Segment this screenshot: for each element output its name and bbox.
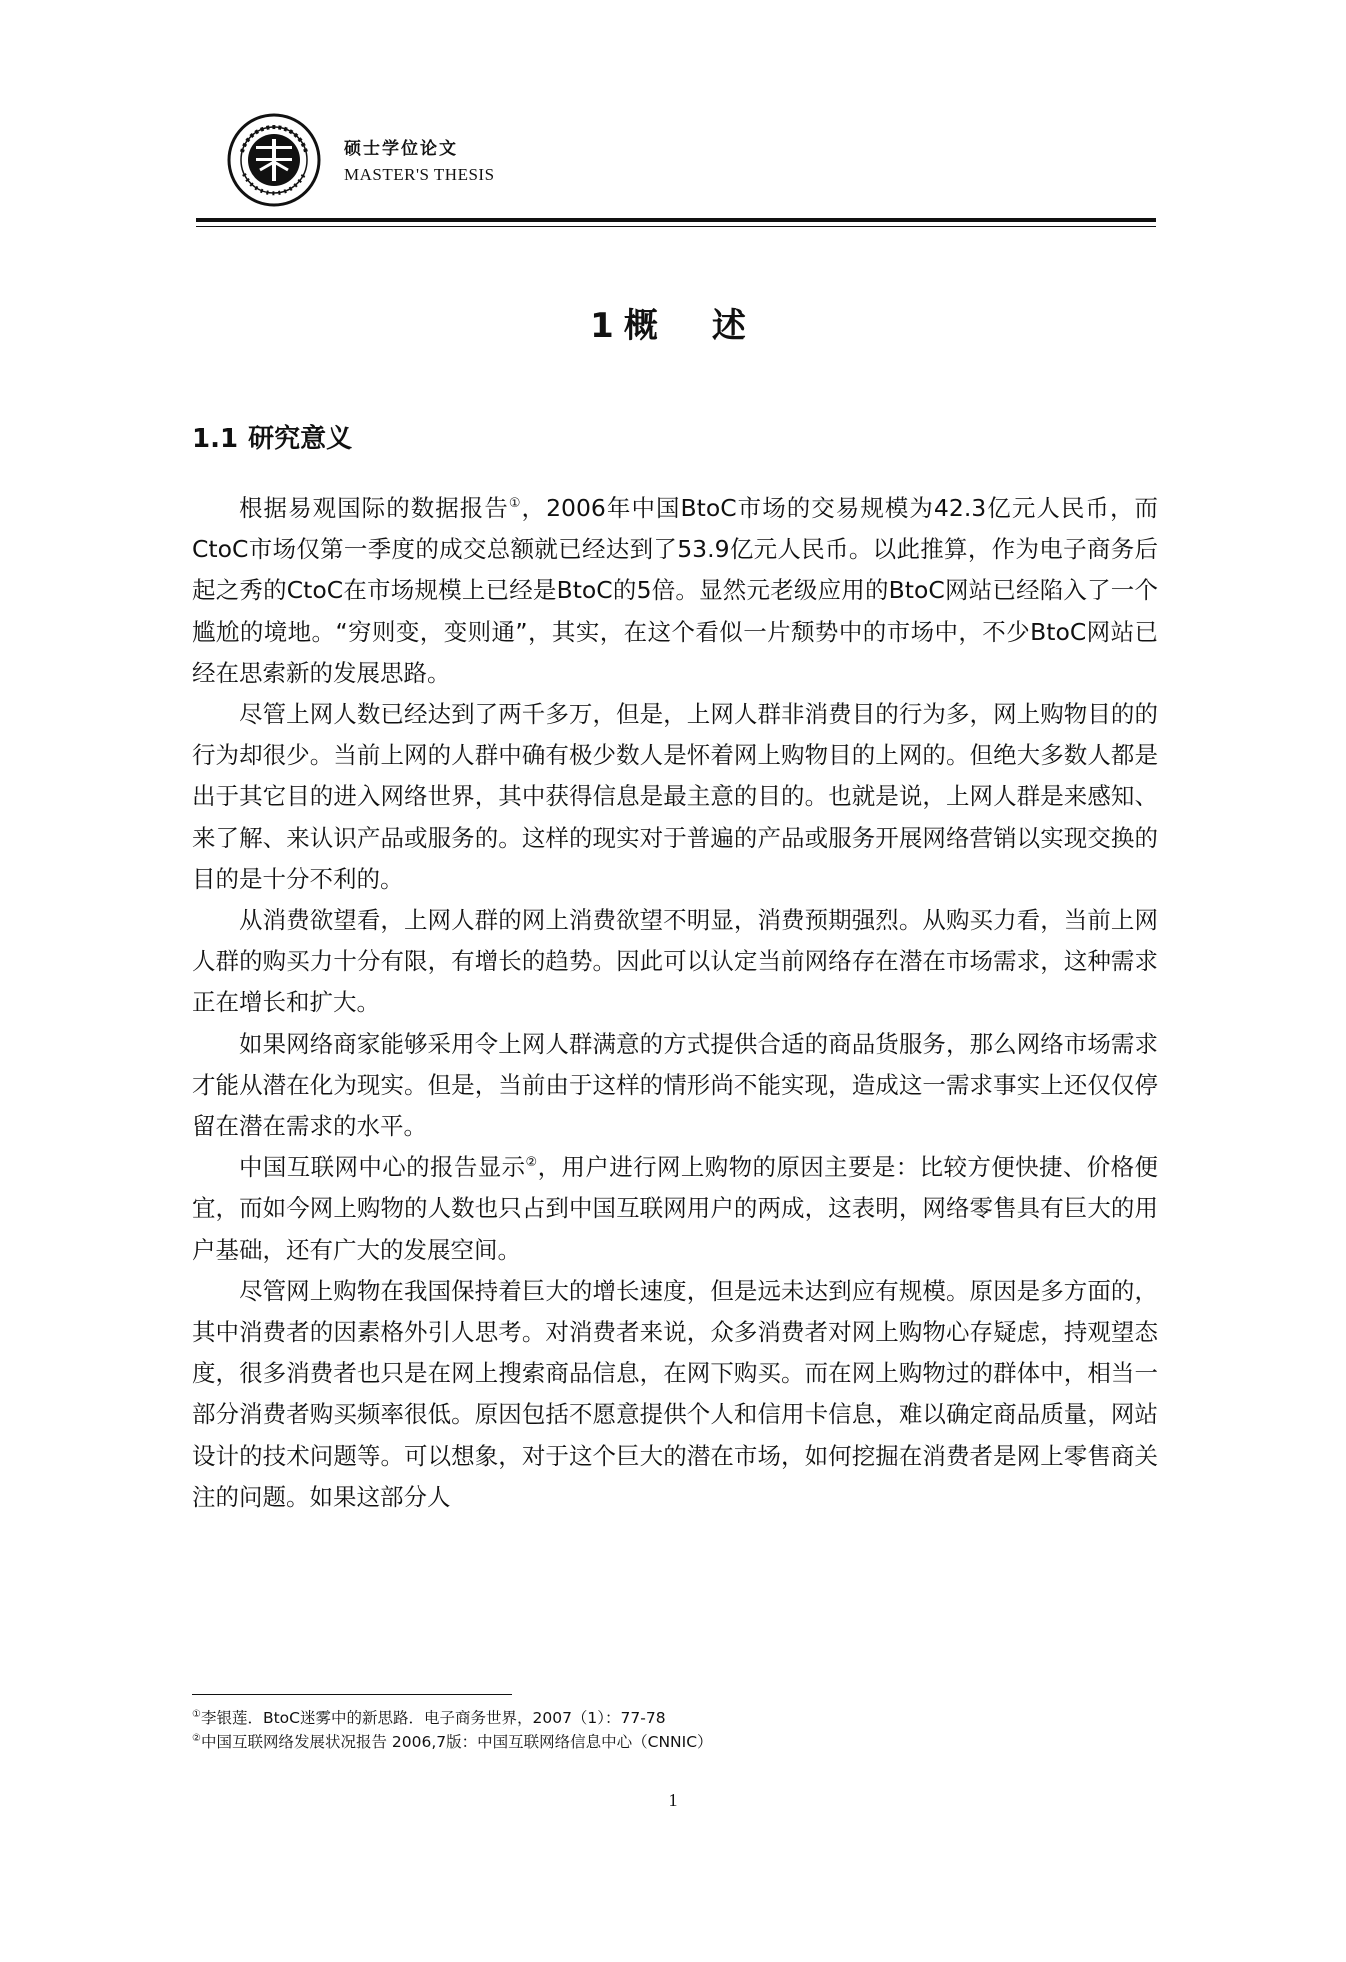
- section-number: 1.1: [192, 424, 239, 454]
- header-text: [344, 134, 495, 185]
- header-rule-thin: [196, 226, 1156, 227]
- paragraph: 从消费欲望看，上网人群的网上消费欲望不明显，消费预期强烈。从购买力看，当前上网人群的购买力十分有限，有增长的趋势。因此可以认定当前网络存在潜在市场需求，这种需求正在增长和扩大。: [192, 906, 1158, 1017]
- footnote-ref: ②: [525, 1155, 538, 1171]
- paragraph: 尽管上网人数已经达到了两千多万，但是，上网人群非消费目的行为多，网上购物目的的行为却很少。当前上网的人群中确有极少数人是怀着网上购物目的上网的。但绝大多数人都是出于其它目的进入网络世界，其中获得信息是最主意的目的。也就是说，上网人群是来感知、来了解、来认识产品或服务的。这样的现实对于普遍的产品或服务开展网络营销以实现交换的目的是十分不利的。: [192, 700, 1158, 893]
- paragraph: 如果网络商家能够采用令上网人群满意的方式提供合适的商品货服务，那么网络市场需求才能从潜在化为现实。但是，当前由于这样的情形尚不能实现，造成这一需求事实上还仅仅停留在潜在需求的水平。: [192, 1029, 1158, 1141]
- header-title-cn: 硕士学位论文: [344, 139, 458, 159]
- footnote-separator: [192, 1694, 512, 1695]
- page-header: [226, 112, 1176, 212]
- page-number: 1: [668, 1790, 678, 1810]
- footnotes: [192, 1706, 1152, 1754]
- paragraph: 尽管网上购物在我国保持着巨大的增长速度，但是远未达到应有规模。原因是多方面的，其中消费者的因素格外引人思考。对消费者来说，众多消费者对网上购物心存疑虑，持观望态度，很多消费者也只是在网上搜索商品信息，在网下购买。而在网上购物过的群体中，相当一部分消费者购买频率很低。原因包括不愿意提供个人和信用卡信息，难以确定商品质量，网站设计的技术问题等。可以想象，对于这个巨大的潜在市场，如何挖掘在消费者是网上零售商关注的问题。如果这部分人: [192, 1276, 1158, 1511]
- chapter-title: 1概 述: [590, 306, 756, 346]
- paragraph: 根据易观国际的数据报告①，2006年中国BtoC市场的交易规模为42.3亿元人民币，而CtoC市场仅第一季度的成交总额就已经达到了53.9亿元人民币。以此推算，作为电子商务后起之秀的CtoC在市场规模上已经是BtoC的5倍。显然元老级应用的BtoC网站已经陷入了一个尴尬的境地。“穷则变，变则通”，其实，在这个看似一片颓势中的市场中，不少BtoC网站已经在思索新的发展思路。: [192, 494, 1158, 687]
- footnote-ref: ①: [508, 496, 522, 512]
- section-title: 研究意义: [248, 424, 353, 454]
- paragraph: 中国互联网中心的报告显示②，用户进行网上购物的原因主要是：比较方便快捷、价格便宜，而如今网上购物的人数也只占到中国互联网用户的两成，这表明，网络零售具有巨大的用户基础，还有广大的发展空间。: [192, 1153, 1159, 1264]
- university-seal-logo: [226, 112, 322, 208]
- section-heading: [192, 418, 362, 455]
- footnote: ②中国互联网络发展状况报告 2006,7版：中国互联网络信息中心（CNNIC）: [192, 1732, 713, 1751]
- body-text: [192, 488, 1158, 1518]
- header-title-en: MASTER'S THESIS: [344, 165, 495, 184]
- footnote: ①李银莲．BtoC迷雾中的新思路．电子商务世界，2007（1）：77-78: [192, 1708, 666, 1727]
- header-rule-thick: [196, 218, 1156, 222]
